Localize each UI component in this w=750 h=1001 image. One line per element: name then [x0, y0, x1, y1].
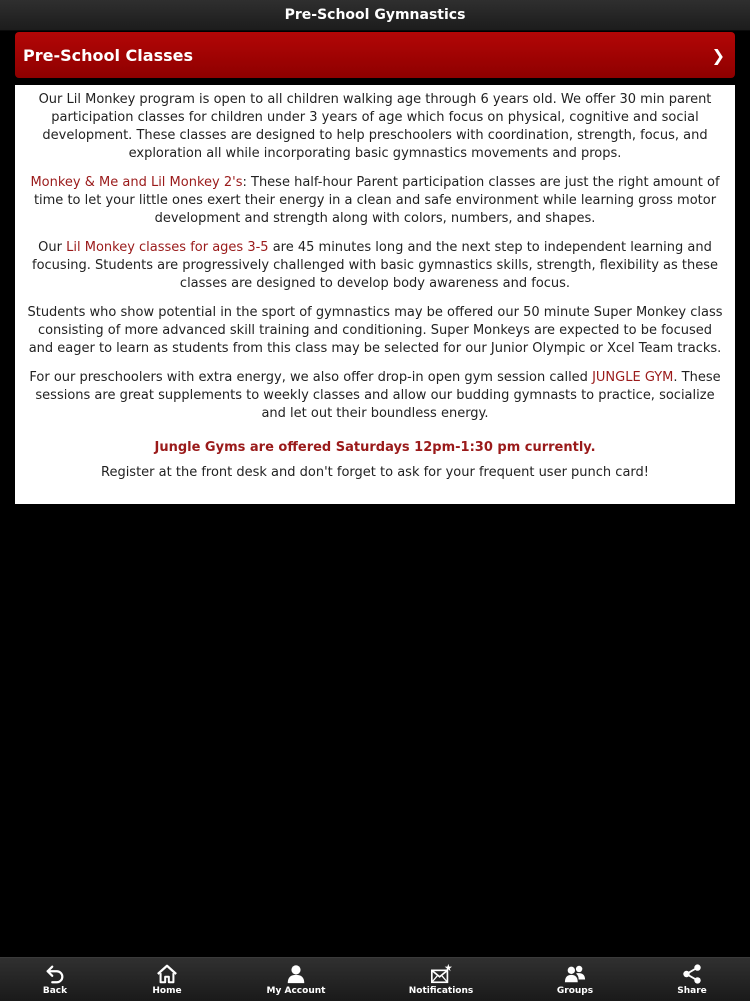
- section-header-preschool-classes[interactable]: [15, 32, 735, 78]
- lil-monkey-text: are 45 minutes long and the next step to independent learning and focusing. Students are progressively challenged with basic gymnastics skills, strength, flexibility as these classes are designed to develop body awareness and focus.: [32, 240, 718, 291]
- page-title: Pre-School Gymnastics: [284, 7, 466, 23]
- tab-my-account-label: My Account: [266, 986, 326, 996]
- tab-back[interactable]: [0, 958, 110, 1001]
- super-monkey-paragraph: Students who show potential in the sport of gymnastics may be offered our 50 minute Super Monkey class consisting of more advanced skill training and conditioning. Super Monkeys are expected to be focused and eager to learn as students from this class may be selected for our Junior Olympic or Xcel Team tracks.: [27, 305, 723, 356]
- tab-my-account[interactable]: [241, 958, 351, 1001]
- tab-home[interactable]: [112, 958, 222, 1001]
- monkey-and-me-link[interactable]: Monkey & Me and Lil Monkey 2's: [30, 175, 243, 190]
- bottom-tab-bar: [0, 957, 750, 1001]
- back-arrow-icon: [44, 963, 66, 985]
- tab-share-label: Share: [677, 986, 707, 996]
- share-icon: [681, 963, 703, 985]
- jungle-gym-text: . These sessions are great supplements to weekly classes and allow our budding gymnasts to practice, socialize and let out their boundless energy.: [35, 370, 721, 421]
- tab-notifications[interactable]: [386, 958, 496, 1001]
- lil-monkey-prefix: Our: [38, 240, 67, 255]
- mail-notification-icon: [430, 963, 452, 985]
- tab-back-label: Back: [42, 986, 68, 996]
- content-panel: [15, 85, 735, 504]
- section-title: Pre-School Classes: [23, 45, 193, 65]
- lil-monkey-paragraph: [27, 239, 723, 293]
- chevron-right-icon: ❯: [711, 45, 725, 65]
- tab-share[interactable]: [637, 958, 747, 1001]
- tab-groups-label: Groups: [556, 986, 594, 996]
- lil-monkey-link[interactable]: Lil Monkey classes for ages 3-5: [66, 240, 269, 255]
- jungle-gym-schedule: Jungle Gyms are offered Saturdays 12pm-1:30 pm currently.: [154, 440, 596, 455]
- jungle-gym-link[interactable]: JUNGLE GYM: [592, 370, 674, 385]
- intro-paragraph: Our Lil Monkey program is open to all children walking age through 6 years old. We offer 30 min parent participation classes for children under 3 years of age which focus on physical, cognitive and social development. These classes are designed to help preschoolers with coordination, strength, focus, and exploration all while incorporating basic gymnastics movements and props.: [38, 92, 712, 161]
- app-header: [0, 0, 750, 31]
- monkey-and-me-paragraph: [27, 174, 723, 228]
- tab-groups[interactable]: [520, 958, 630, 1001]
- tab-notifications-label: Notifications: [408, 986, 474, 996]
- groups-icon: [564, 963, 586, 985]
- tab-home-label: Home: [152, 986, 182, 996]
- jungle-gym-prefix: For our preschoolers with extra energy, we also offer drop-in open gym session called: [29, 370, 593, 385]
- user-icon: [285, 963, 307, 985]
- monkey-and-me-text: : These half-hour Parent participation classes are just the right amount of time to let your little ones exert their energy in a clean and safe environment while learning gross motor development and strength along with colors, numbers, and shapes.: [33, 175, 720, 226]
- register-note: Register at the front desk and don't forget to ask for your frequent user punch card!: [101, 465, 649, 480]
- home-icon: [156, 963, 178, 985]
- jungle-gym-paragraph: [27, 369, 723, 423]
